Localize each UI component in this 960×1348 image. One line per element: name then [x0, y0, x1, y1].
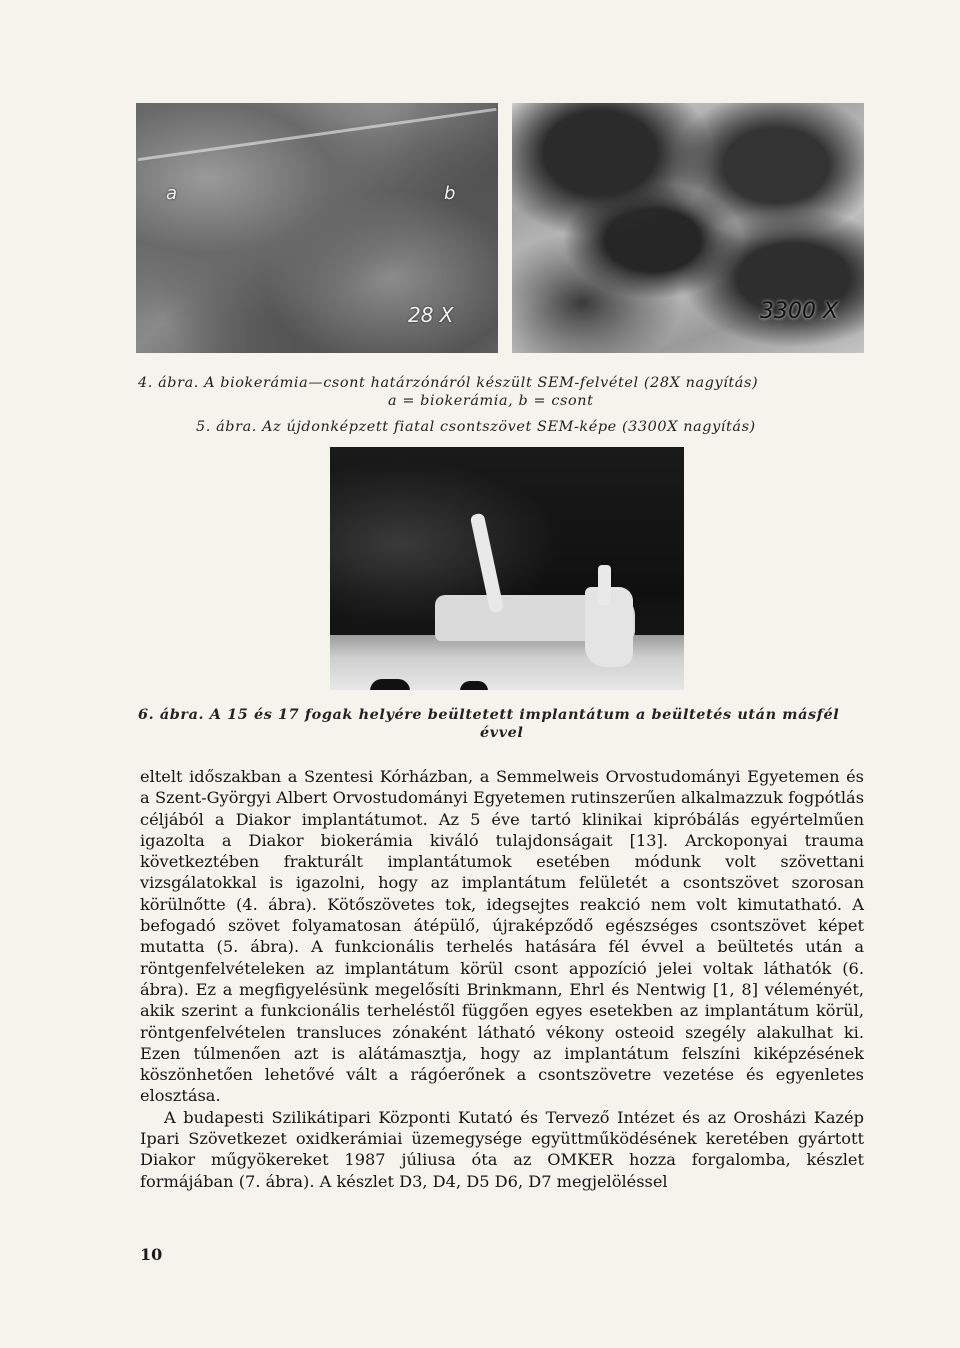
figure-5-caption: 5. ábra. Az újdonképzett fiatal csontszövet SEM-képe (3300X nagyítás)	[196, 419, 756, 435]
page-number: 10	[140, 1245, 163, 1264]
xray-root-shadow	[370, 679, 410, 690]
figure-4-caption: 4. ábra. A biokerámia—csont határzónáról készült SEM-felvétel (28X nagyítás)	[138, 375, 759, 391]
sem-image-figure-5	[512, 103, 864, 353]
figure-4-label-a: a	[166, 183, 178, 204]
figure-6-caption: 6. ábra. A 15 és 17 fogak helyére beültetett implantátum a beültetés után másfél	[138, 706, 840, 723]
xray-image-figure-6	[330, 447, 684, 690]
xray-root-shadow	[460, 681, 488, 690]
figure-4-caption-legend: a = biokerámia, b = csont	[388, 393, 594, 409]
figure-5-magnification: 3300 X	[760, 299, 839, 324]
figure-4-magnification: 28 X	[408, 303, 454, 327]
xray-implant-post	[598, 565, 611, 605]
sem-image-figure-4	[136, 103, 498, 353]
figure-4-label-b: b	[444, 183, 456, 204]
body-text	[140, 766, 864, 1192]
paragraph: A budapesti Szilikátipari Központi Kutató és Tervező Intézet és az Orosházi Kazép Ipari Szövetkezet oxidkerámiai üzemegysége együttműködésének keretében gyártott Diakor műgyökereket 1987 júliusa óta az OMKER hozza forgalomba, készlet formájában (7. ábra). A készlet D3, D4, D5 D6, D7 megjelöléssel	[140, 1107, 864, 1191]
figure-6-caption-continued: évvel	[480, 724, 524, 741]
paragraph: eltelt időszakban a Szentesi Kórházban, a Semmelweis Orvostudományi Egyetemen és a Szent-Györgyi Albert Orvostudományi Egyetemen rutinszerűen alkalmazzuk fogpótlás céljából a Diakor implantátumot. Az 5 éve tartó klinikai kipróbálás egyértelműen igazolta a Diakor biokerámia kiváló tulajdonságait [13]. Arckoponyai trauma következtében frakturált implantátumok esetében módunk volt szövettani vizsgálatokkal is igazolni, hogy az implantátum felületét a csontszövet szorosan körülnőtte (4. ábra). Kötőszövetes tok, idegsejtes reakció nem volt kimutatható. A befogadó szövet folyamatosan átépülő, újraképződő egészséges csontszövet képet mutatta (5. ábra). A funkcionális terhelés hatására fél évvel a beültetés után a röntgenfelvételeken az implantátum körül csont appozíció jelei voltak láthatók (6. ábra). Ez a megfigyelésünk megelősíti Brinkmann, Ehrl és Nentwig [1, 8] véleményét, akik szerint a funkcionális terheléstől függően egyes esetekben az implantátum körül, röntgenfelvételen transluces zónaként látható vékony osteoid szegély alakulhat ki. Ezen túlmenően azt is alátámasztja, hogy az implantátum felszíni kiképzésének köszönhetően lehetővé vált a rágóerőnek a csontszövetre vezetése és egyenletes elosztása.	[140, 767, 864, 1106]
